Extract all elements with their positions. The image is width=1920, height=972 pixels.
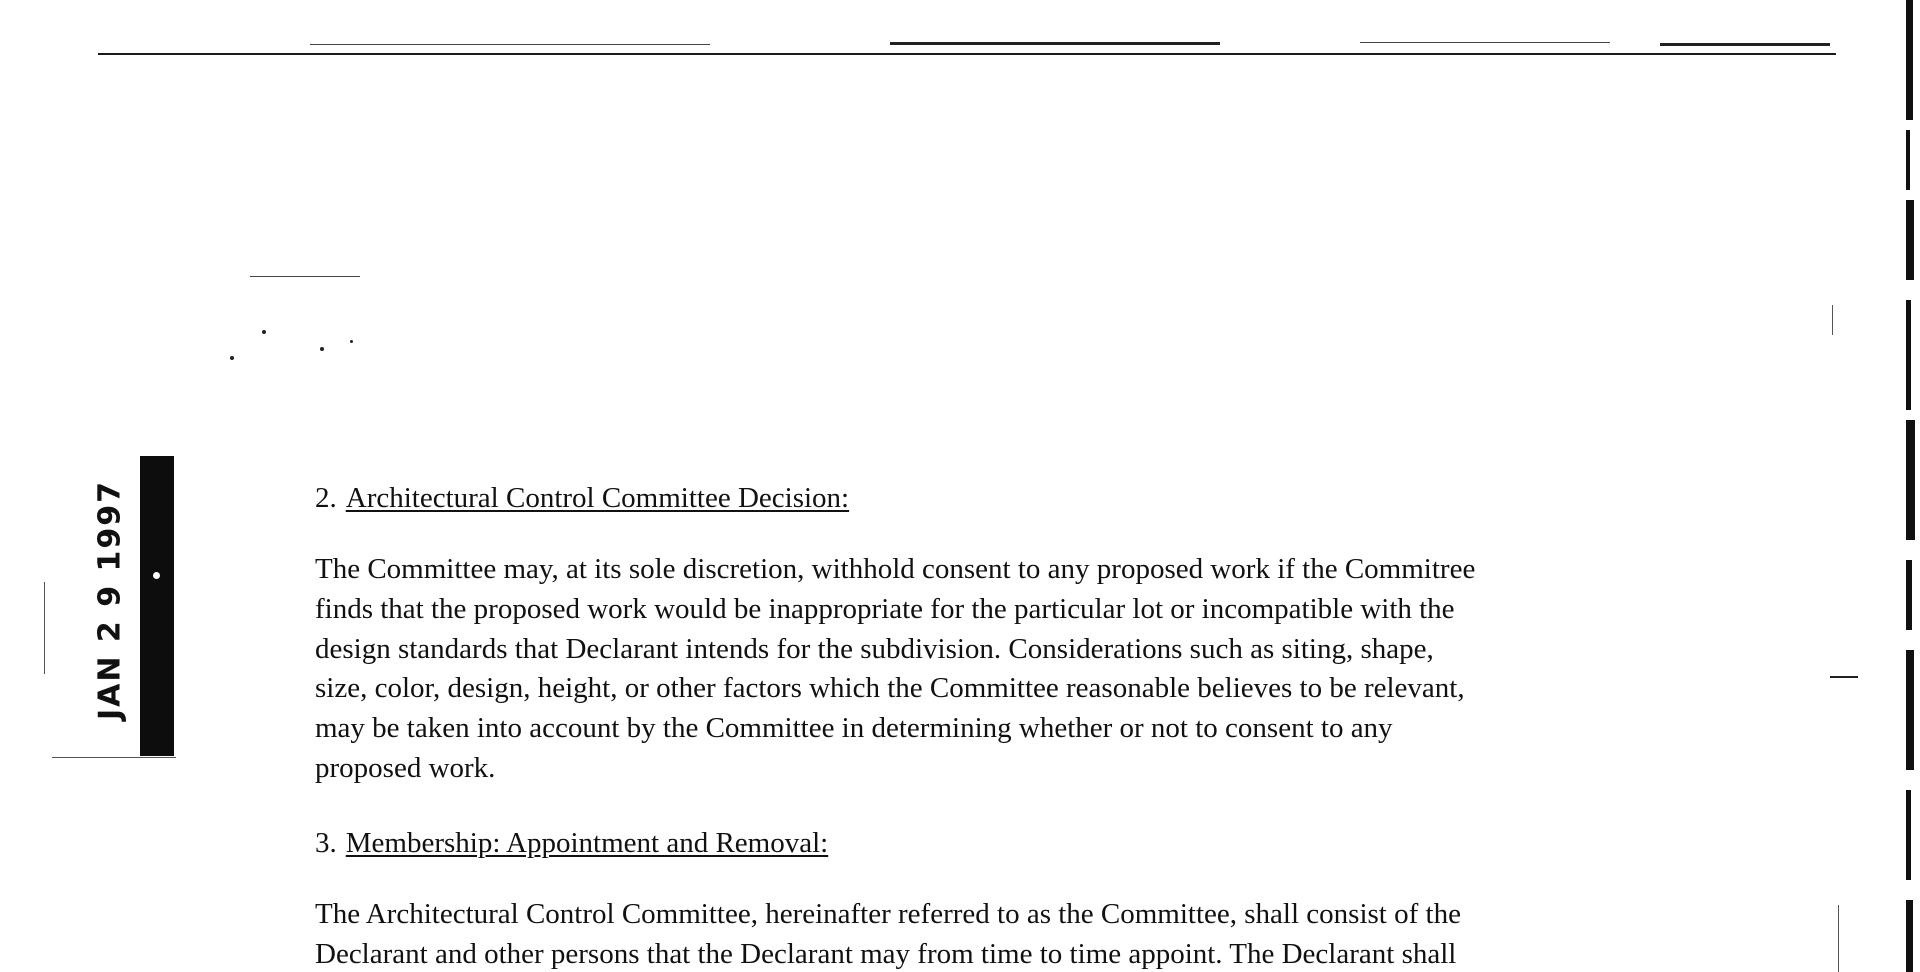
paragraph-line: Declarant and other persons that the Declarant may from time to time appoint. The Declarant shall: [315, 937, 1457, 970]
paragraph-line: proposed work.: [315, 751, 496, 784]
margin-line: [1838, 905, 1839, 972]
paragraph-line: The Architectural Control Committee, hereinafter referred to as the Committee, shall consist of the: [315, 897, 1461, 930]
right-scan-edge: [1906, 0, 1916, 972]
margin-line: [1832, 305, 1833, 335]
document-body: [315, 478, 1635, 972]
paragraph-line: design standards that Declarant intends for the subdivision. Considerations such as siting, shape,: [315, 632, 1434, 665]
stamp-tick: [44, 582, 45, 674]
paragraph-line: The Committee may, at its sole discretion, withhold consent to any proposed work if the Commitree: [315, 553, 1476, 585]
paragraph-line: may be taken into account by the Committee in determining whether or not to consent to any: [315, 712, 1393, 745]
section-number: 2.: [315, 482, 337, 514]
section-number: 3.: [315, 826, 337, 859]
scan-speck: [262, 330, 266, 334]
scan-speck: [230, 356, 234, 360]
section-title: Architectural Control Committee Decision:: [345, 482, 850, 514]
stamp-bar: [140, 456, 174, 756]
margin-tick: [1830, 676, 1858, 678]
scan-dash: [1660, 43, 1830, 46]
scan-speck: [350, 340, 353, 343]
scan-dash: [310, 44, 710, 45]
scan-dash: [890, 42, 1220, 45]
date-stamp-text: JAN 2 9 1997: [92, 479, 128, 721]
section-paragraph: [315, 550, 1635, 789]
section-heading: [315, 823, 1635, 863]
stamp-dot: [153, 572, 160, 579]
stamp-base-line: [52, 757, 176, 758]
scan-dash: [1360, 42, 1610, 43]
section-heading: [315, 478, 1635, 518]
scan-speck: [320, 347, 324, 351]
top-scan-rule: [98, 53, 1836, 55]
paragraph-line: size, color, design, height, or other factors which the Committee reasonable believes to be relevant,: [315, 672, 1465, 705]
scan-dash: [250, 276, 360, 277]
section-paragraph: [315, 895, 1635, 972]
section-title: Membership: Appointment and Removal:: [345, 826, 829, 859]
paragraph-line: finds that the proposed work would be inappropriate for the particular lot or incompatible with the: [315, 592, 1455, 625]
